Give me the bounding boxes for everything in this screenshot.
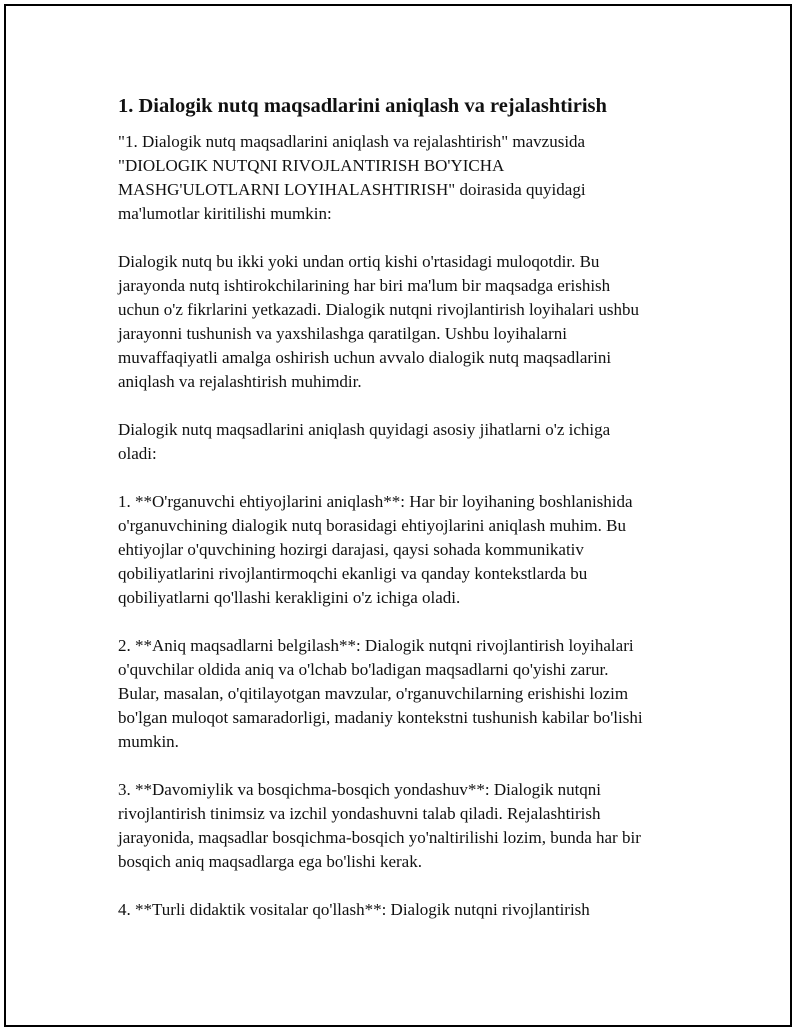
text-line: jarayonida, maqsadlar bosqichma-bosqich yo'naltirilishi lozim, bunda har bir <box>118 828 641 847</box>
aspects-intro-paragraph <box>118 418 693 466</box>
text-line: Dialogik nutq bu ikki yoki undan ortiq kishi o'rtasidagi muloqotdir. Bu <box>118 252 600 271</box>
document-body <box>118 93 693 946</box>
text-line: bosqich aniq maqsadlarga ega bo'lishi kerak. <box>118 852 422 871</box>
text-line: Dialogik nutq maqsadlarini aniqlash quyidagi asosiy jihatlarni o'z ichiga <box>118 420 611 439</box>
text-line: ma'lumotlar kiritilishi mumkin: <box>118 204 332 223</box>
intro-paragraph <box>118 130 693 226</box>
text-line: 2. **Aniq maqsadlarni belgilash**: Dialogik nutqni rivojlantirish loyihalari <box>118 636 634 655</box>
text-line: mumkin. <box>118 732 179 751</box>
text-line: rivojlantirish tinimsiz va izchil yondashuvni talab qiladi. Rejalashtirish <box>118 804 601 823</box>
text-line: jarayonni tushunish va yaxshilashga qaratilgan. Ushbu loyihalarni <box>118 324 567 343</box>
definition-paragraph <box>118 250 693 394</box>
section-heading: 1. Dialogik nutq maqsadlarini aniqlash va rejalashtirish <box>118 95 607 117</box>
text-line: jarayonda nutq ishtirokchilarining har biri ma'lum bir maqsadga erishish <box>118 276 611 295</box>
list-item-2 <box>118 634 693 754</box>
list-item-3 <box>118 778 693 874</box>
text-line: ehtiyojlar o'quvchining hozirgi darajasi, qaysi sohada kommunikativ <box>118 540 584 559</box>
list-item-1 <box>118 490 693 610</box>
text-line: Bular, masalan, o'qitilayotgan mavzular, o'rganuvchilarning erishishi lozim <box>118 684 629 703</box>
text-line: uchun o'z fikrlarini yetkazadi. Dialogik nutqni rivojlantirish loyihalari ushbu <box>118 300 639 319</box>
text-line: oladi: <box>118 444 157 463</box>
text-line: bo'lgan muloqot samaradorligi, madaniy kontekstni tushunish kabilar bo'lishi <box>118 708 643 727</box>
text-line: o'quvchilar oldida aniq va o'lchab bo'ladigan maqsadlarni qo'yishi zarur. <box>118 660 609 679</box>
text-line: 3. **Davomiylik va bosqichma-bosqich yondashuv**: Dialogik nutqni <box>118 780 602 799</box>
text-line: qobiliyatlarini rivojlantirmoqchi ekanligi va qanday kontekstlarda bu <box>118 564 588 583</box>
text-line: "DIOLOGIK NUTQNI RIVOJLANTIRISH BO'YICHA <box>118 156 505 175</box>
text-line: 4. **Turli didaktik vositalar qo'llash**: Dialogik nutqni rivojlantirish <box>118 900 590 919</box>
text-line: muvaffaqiyatli amalga oshirish uchun avvalo dialogik nutq maqsadlarini <box>118 348 612 367</box>
text-line: 1. **O'rganuvchi ehtiyojlarini aniqlash**: Har bir loyihaning boshlanishida <box>118 492 633 511</box>
list-item-4 <box>118 898 693 922</box>
text-line: o'rganuvchining dialogik nutq borasidagi ehtiyojlarini aniqlash muhim. Bu <box>118 516 626 535</box>
text-line: qobiliyatlarni qo'llashi kerakligini o'z ichiga oladi. <box>118 588 461 607</box>
text-line: MASHG'ULOTLARNI LOYIHALASHTIRISH" doirasida quyidagi <box>118 180 586 199</box>
text-line: aniqlash va rejalashtirish muhimdir. <box>118 372 362 391</box>
text-line: "1. Dialogik nutq maqsadlarini aniqlash va rejalashtirish" mavzusida <box>118 132 586 151</box>
